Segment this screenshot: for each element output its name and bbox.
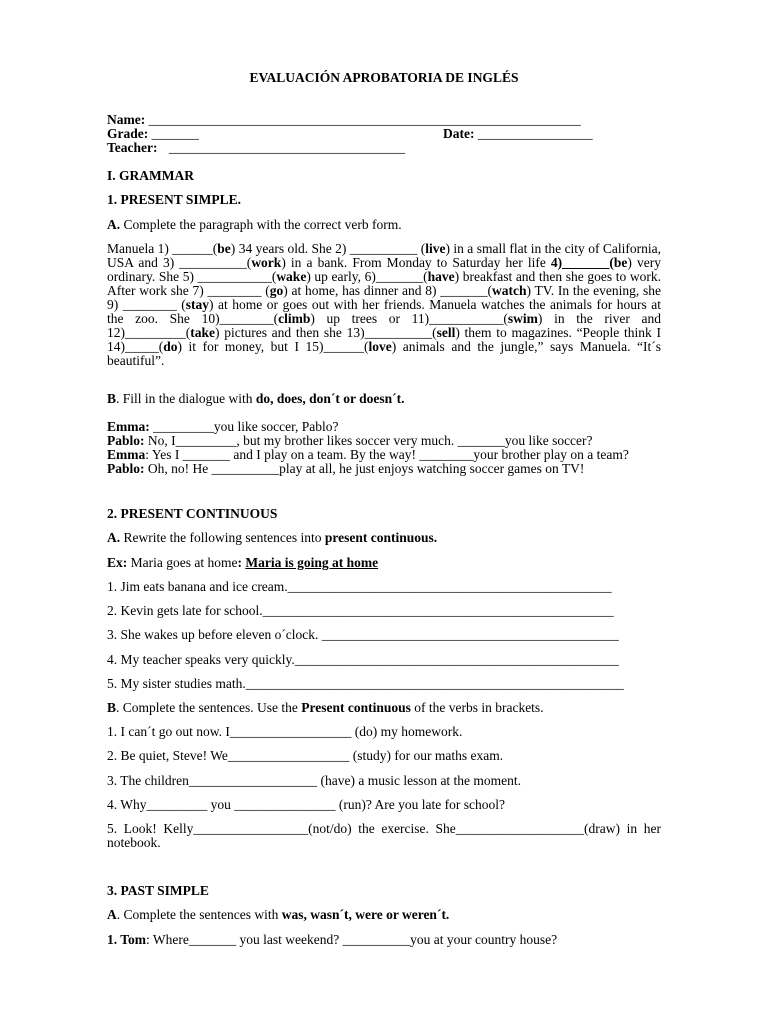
complete-item-2: 2. Be quiet, Steve! We__________________ (study) for our maths exam. — [107, 748, 504, 763]
dialogue-text: Oh, no! He __________play at all, he just enjoys watching soccer games on TV! — [144, 461, 585, 476]
paragraph-text: ) in a bank. From Monday to Saturday her life — [281, 255, 551, 270]
paragraph-text: ) TV. In the evening, she 9) ________ ( — [107, 283, 661, 312]
present-continuous-a-instruction — [107, 531, 437, 545]
grammar-heading: I. GRAMMAR — [107, 168, 194, 183]
present-continuous-b-instruction — [107, 701, 544, 715]
complete-item-1: 1. I can´t go out now. I__________________ (do) my homework. — [107, 724, 463, 739]
present-simple-b-instruction — [107, 392, 405, 406]
present-simple-paragraph — [107, 242, 661, 368]
verb-prompt: do — [163, 339, 178, 354]
paragraph-text: ) up trees or 11)___________( — [310, 311, 508, 326]
ex-label: Ex: — [107, 555, 128, 570]
paragraph-text: ) very ordinary. She 5) ___________( — [107, 255, 662, 284]
paragraph-text: ) 34 years old. She 2) __________ ( — [230, 241, 426, 256]
dialogue-line — [107, 434, 661, 448]
b-text: . Complete the sentences. Use the — [116, 700, 302, 715]
verb-prompt: wake — [276, 269, 307, 284]
a-text: Rewrite the following sentences into — [120, 530, 325, 545]
dialogue-line — [107, 462, 661, 476]
speaker-name: Emma — [107, 447, 146, 462]
name-label: Name: — [107, 112, 146, 127]
b-bold: Present continuous — [301, 700, 411, 715]
verb-prompt: climb — [278, 311, 311, 326]
paragraph-text: ) them to magazines. “People think I 14)_____( — [107, 325, 661, 354]
speaker-name: Pablo: — [107, 433, 145, 448]
teacher-label: Teacher: — [107, 140, 158, 155]
verb-prompt: 4)_______( — [550, 255, 614, 270]
a-bold: was, wasn´t, were or weren´t. — [281, 907, 450, 922]
rewrite-item-3: 3. She wakes up before eleven o´clock. ____________________________________________ — [107, 627, 619, 642]
paragraph-text: ) it for money, but I 15)______( — [177, 339, 369, 354]
verb-prompt: go — [269, 283, 284, 298]
verb-prompt: stay — [185, 297, 210, 312]
speaker-name: Pablo: — [107, 461, 145, 476]
verb-prompt: watch — [492, 283, 527, 298]
name-field — [107, 113, 581, 127]
ex-answer: Maria is going at home — [245, 555, 379, 570]
a-bold: present continuous. — [324, 530, 438, 545]
item-number: 1. — [107, 932, 118, 947]
paragraph-text: ) in the river and 12)_________( — [107, 311, 662, 340]
a-label: A. — [107, 217, 121, 232]
dialogue-line — [107, 448, 661, 462]
verb-prompt: love — [368, 339, 392, 354]
grade-blank: _______ — [148, 126, 199, 141]
dialogue-text: : Yes I _______ and I play on a team. By the way! ________your brother play on a team? — [145, 447, 629, 462]
date-field — [443, 127, 593, 141]
paragraph-text: ) up early, 6)_______( — [306, 269, 428, 284]
verb-prompt: have — [427, 269, 455, 284]
verb-prompt: live — [425, 241, 446, 256]
b-label: B — [107, 700, 117, 715]
dialogue — [107, 420, 661, 476]
verb-prompt: take — [190, 325, 215, 340]
teacher-field — [107, 141, 405, 155]
b-text-2: of the verbs in brackets. — [410, 700, 544, 715]
dialogue-text: No, I_________, but my brother likes soccer very much. _______you like soccer? — [144, 433, 593, 448]
paragraph-text: Manuela 1) ______( — [107, 241, 218, 256]
grade-field — [107, 127, 199, 141]
complete-item-5: 5. Look! Kelly_________________(not/do) the exercise. She___________________(draw) in her notebook. — [107, 821, 661, 850]
verb-prompt: be — [613, 255, 628, 270]
present-simple-a-instruction — [107, 218, 402, 232]
verb-prompt: sell — [436, 325, 456, 340]
b-bold: do, does, don´t or doesn´t. — [255, 391, 405, 406]
rewrite-item-5: 5. My sister studies math.________________________________________________________ — [107, 676, 624, 691]
date-label: Date: — [443, 126, 475, 141]
example-line — [107, 556, 378, 570]
paragraph-text: ) pictures and then she 13)__________( — [215, 325, 437, 340]
grade-label: Grade: — [107, 126, 149, 141]
verb-prompt: be — [217, 241, 231, 256]
name-blank: ________________________________________________________________ — [148, 112, 581, 127]
rewrite-item-2: 2. Kevin gets late for school.____________________________________________________ — [107, 603, 614, 618]
complete-item-4: 4. Why_________ you _______________ (run)? Are you late for school? — [107, 797, 505, 812]
item-text: : Where_______ you last weekend? __________you at your country house? — [146, 932, 558, 947]
verb-prompt: swim — [507, 311, 538, 326]
speaker: Tom — [117, 932, 147, 947]
dialogue-line — [107, 420, 661, 434]
ex-colon: : — [237, 555, 242, 570]
paragraph-text: ) animals and the jungle,” says Manuela. “It´s beautiful”. — [107, 339, 661, 368]
dialogue-text: _________you like soccer, Pablo? — [149, 419, 339, 434]
paragraph-text: ) at home, has dinner and 8) _______( — [283, 283, 493, 298]
paragraph-text: ) breakfast and then she goes to work. After work she 7) ________ ( — [107, 269, 661, 298]
rewrite-item-1: 1. Jim eats banana and ice cream.________________________________________________ — [107, 579, 612, 594]
speaker-name: Emma: — [107, 419, 150, 434]
present-continuous-heading: 2. PRESENT CONTINUOUS — [107, 506, 278, 521]
ex-text: Maria goes at home — [127, 555, 238, 570]
verb-prompt: work — [251, 255, 282, 270]
paragraph-text: ) in a small flat in the city of California, USA and 3) __________( — [107, 241, 661, 270]
date-blank: _________________ — [474, 126, 593, 141]
present-simple-heading: 1. PRESENT SIMPLE. — [107, 192, 242, 207]
a-text: Complete the paragraph with the correct verb form. — [120, 217, 402, 232]
teacher-blank: ___________________________________ — [168, 140, 406, 155]
a-label: A — [107, 907, 117, 922]
rewrite-item-4: 4. My teacher speaks very quickly.________________________________________________ — [107, 652, 619, 667]
a-label: A. — [107, 530, 121, 545]
complete-item-3: 3. The children___________________ (have) a music lesson at the moment. — [107, 773, 522, 788]
b-label: B — [107, 391, 117, 406]
b-text: . Fill in the dialogue with — [116, 391, 256, 406]
past-simple-item-1 — [107, 933, 557, 947]
paragraph-text: ) at home or goes out with her friends. Manuela watches the animals for hours at the zoo. She 10)________( — [107, 297, 662, 326]
page-title: EVALUACIÓN APROBATORIA DE INGLÉS — [249, 70, 519, 85]
past-simple-heading: 3. PAST SIMPLE — [107, 883, 209, 898]
past-simple-a-instruction — [107, 908, 449, 922]
a-text: . Complete the sentences with — [116, 907, 282, 922]
